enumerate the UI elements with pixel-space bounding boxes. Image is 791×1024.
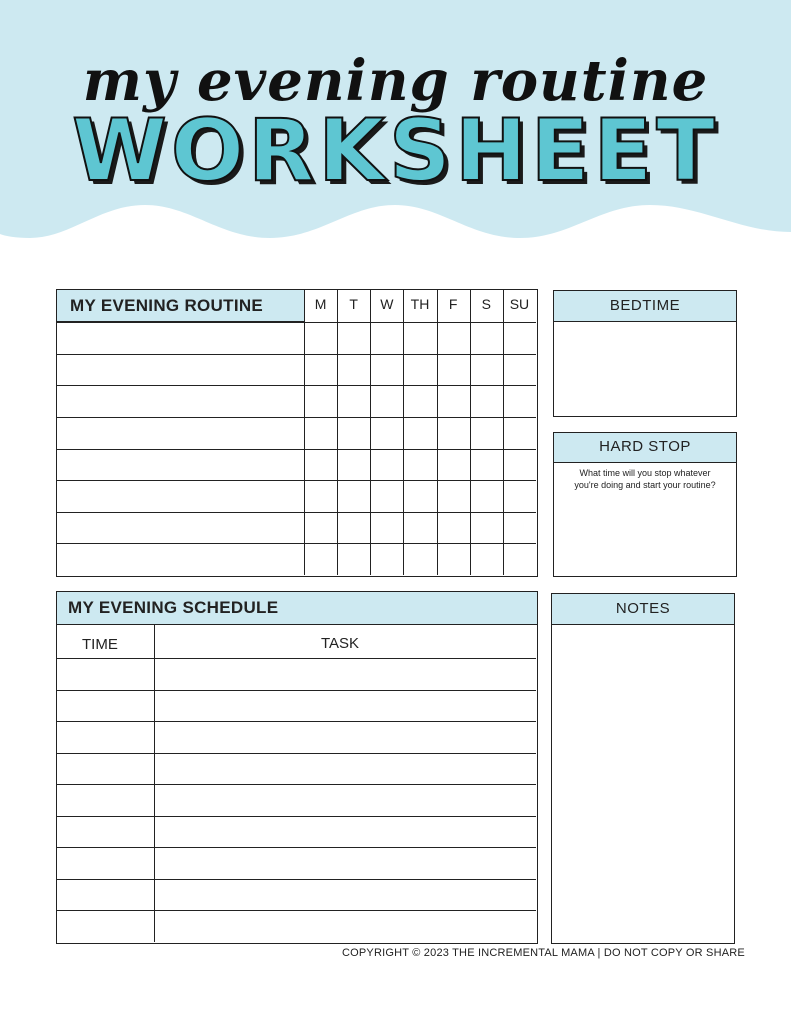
bedtime-input-area[interactable] — [554, 322, 736, 416]
schedule-table — [56, 591, 538, 944]
hard-stop-box — [553, 432, 737, 577]
schedule-time-cell[interactable] — [57, 690, 154, 722]
worksheet-title: WORKSHEET — [72, 101, 719, 201]
routine-day-header: M — [314, 296, 327, 312]
schedule-time-cell[interactable] — [57, 784, 154, 816]
routine-day-header: W — [380, 296, 394, 312]
schedule-time-cell[interactable] — [57, 816, 154, 848]
schedule-time-cell[interactable] — [57, 753, 154, 785]
routine-column-divider — [370, 290, 371, 575]
copyright-footer: COPYRIGHT © 2023 THE INCREMENTAL MAMA | DO NOT COPY OR SHARE — [342, 947, 745, 959]
schedule-col-time: TIME — [82, 636, 118, 653]
routine-table — [56, 289, 538, 577]
schedule-time-cell[interactable] — [57, 658, 154, 690]
schedule-task-cell[interactable] — [154, 753, 536, 785]
routine-column-divider — [403, 290, 404, 575]
hard-stop-header — [554, 433, 736, 463]
routine-row-entry[interactable] — [57, 512, 304, 544]
routine-row-entry[interactable] — [57, 417, 304, 449]
schedule-col-task: TASK — [321, 635, 360, 652]
routine-column-divider — [470, 290, 471, 575]
routine-column-divider — [337, 290, 338, 575]
routine-day-header: TH — [410, 296, 430, 312]
schedule-time-cell[interactable] — [57, 879, 154, 911]
schedule-time-cell[interactable] — [57, 910, 154, 942]
notes-title: NOTES — [615, 600, 671, 617]
notes-header — [552, 594, 734, 625]
schedule-task-cell[interactable] — [154, 658, 536, 690]
notes-box — [551, 593, 735, 944]
hard-stop-title: HARD STOP — [599, 438, 691, 455]
bedtime-header — [554, 291, 736, 322]
routine-day-header: T — [349, 296, 358, 312]
hard-stop-prompt: What time will you stop whatever you're doing and start your routine? — [574, 468, 716, 490]
routine-column-divider — [503, 290, 504, 575]
schedule-task-cell[interactable] — [154, 879, 536, 911]
schedule-task-cell[interactable] — [154, 847, 536, 879]
routine-row-entry[interactable] — [57, 385, 304, 417]
bedtime-box — [553, 290, 737, 417]
routine-day-header: S — [481, 296, 491, 312]
schedule-task-cell[interactable] — [154, 816, 536, 848]
routine-column-divider — [304, 290, 305, 575]
routine-row-entry[interactable] — [57, 480, 304, 512]
schedule-task-cell[interactable] — [154, 784, 536, 816]
schedule-title: MY EVENING SCHEDULE — [68, 598, 279, 617]
hard-stop-input-area[interactable] — [554, 491, 736, 561]
bedtime-title: BEDTIME — [609, 297, 681, 314]
routine-day-header: F — [448, 296, 458, 312]
routine-row-entry[interactable] — [57, 354, 304, 386]
routine-row-entry[interactable] — [57, 449, 304, 481]
schedule-task-cell[interactable] — [154, 721, 536, 753]
routine-row-entry[interactable] — [57, 543, 304, 575]
schedule-task-cell[interactable] — [154, 910, 536, 942]
script-title: my evening routine — [82, 48, 709, 114]
routine-title: MY EVENING ROUTINE — [70, 296, 264, 315]
schedule-time-cell[interactable] — [57, 721, 154, 753]
schedule-time-cell[interactable] — [57, 847, 154, 879]
routine-row-entry[interactable] — [57, 322, 304, 354]
routine-day-header: SU — [509, 296, 530, 312]
schedule-task-cell[interactable] — [154, 690, 536, 722]
notes-input-area[interactable] — [552, 625, 734, 943]
routine-column-divider — [437, 290, 438, 575]
